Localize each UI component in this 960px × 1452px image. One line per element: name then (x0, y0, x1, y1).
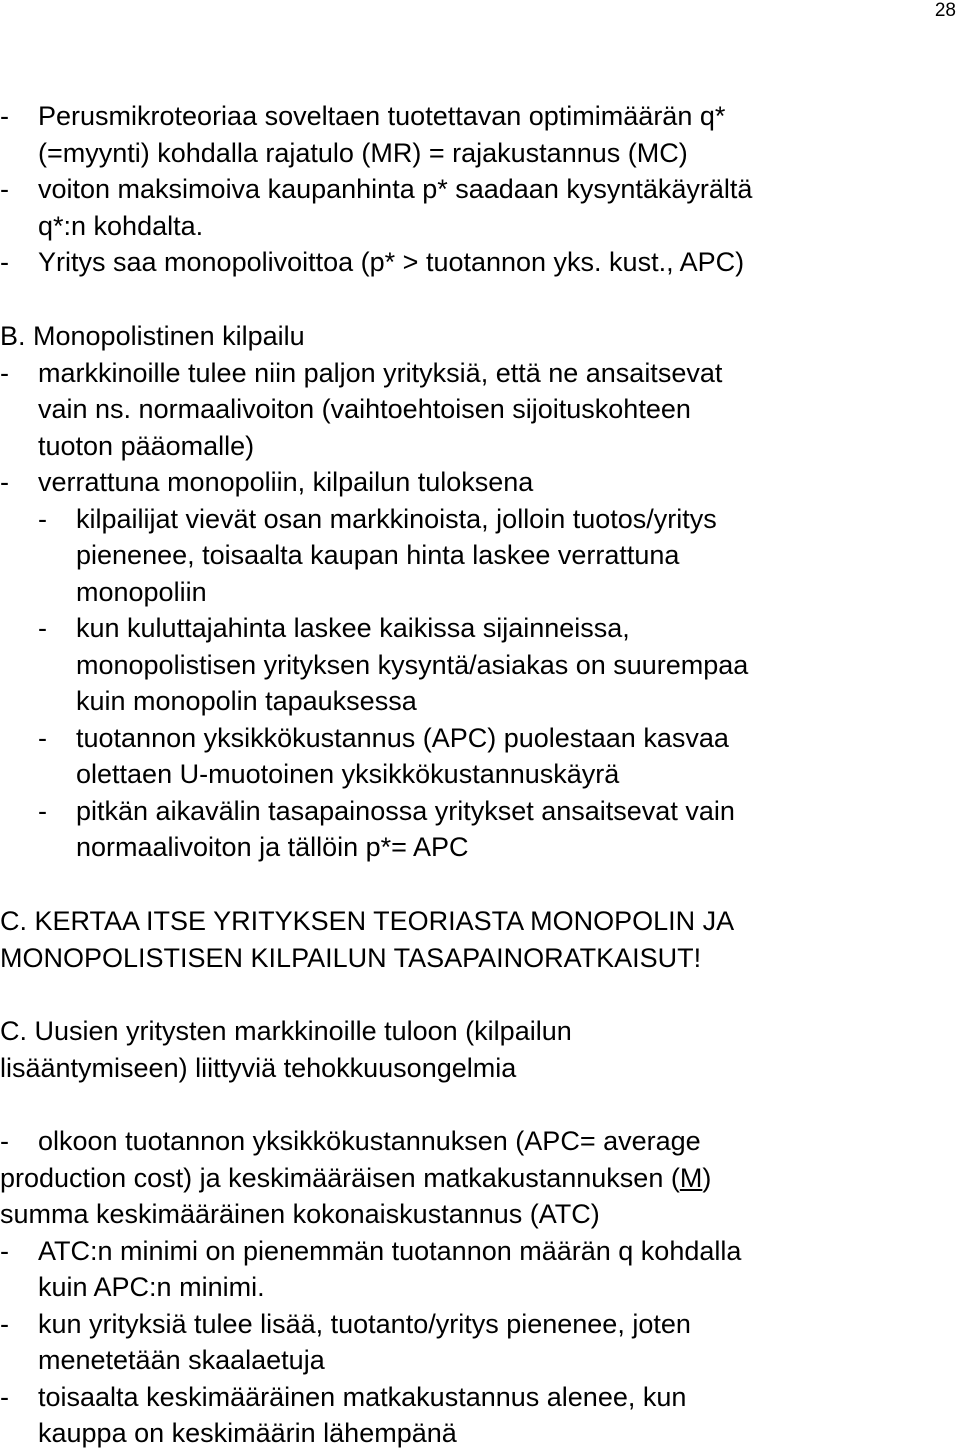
section-b-item-2-line-1: - verrattuna monopoliin, kilpailun tuloksena (0, 464, 748, 501)
bullet-dash: - (0, 1381, 9, 1412)
subitem-2-line-3: kuin monopolin tapauksessa (76, 686, 417, 716)
section-c-heading-line-2: lisääntymiseen) liittyviä tehokkuusongelmia (0, 1052, 517, 1083)
section-b-item-1-line-3: tuoton pääomalle) (38, 430, 255, 461)
section-b (0, 318, 748, 866)
bullet-dash: - (0, 1126, 9, 1156)
section-b-heading: B. Monopolistinen kilpailu (0, 321, 305, 351)
bullet-dash: - (0, 357, 9, 388)
intro-item-1-line-2: (=myynti) kohdalla rajatulo (MR) = rajakustannus (MC) (38, 137, 688, 168)
bullet-dash: - (0, 1235, 9, 1266)
subitem-1-line-1: - kilpailijat vievät osan markkinoista, jolloin tuotos/yritys (0, 501, 748, 538)
subitem-3-line-1: - tuotannon yksikkökustannus (APC) puolestaan kasvaa (0, 720, 748, 757)
section-c-review-line-1: C. KERTAA ITSE YRITYKSEN TEORIASTA MONOPOLIN JA (0, 906, 735, 936)
subitem-1-line-3: monopoliin (76, 576, 207, 607)
section-c-review-line-2: MONOPOLISTISEN KILPAILUN TASAPAINORATKAISUT! (0, 942, 702, 973)
subitem-2-line-2: monopolistisen yrityksen kysyntä/asiakas on suurempaa (76, 649, 749, 680)
section-c-efficiency (0, 1013, 572, 1086)
subitem-4-line-1: - pitkän aikavälin tasapainossa yritykset ansaitsevat vain (0, 793, 748, 830)
bullet-dash: - (38, 722, 47, 753)
bottom-section (0, 1123, 741, 1452)
bullet-dash: - (38, 503, 47, 534)
bottom-item-3-line-2: kauppa on keskimäärin lähempänä (38, 1418, 457, 1448)
bullet-dash: - (38, 795, 47, 826)
bullet-dash: - (0, 174, 9, 204)
subitem-3-line-2: olettaen U-muotoinen yksikkökustannuskäyrä (76, 759, 620, 789)
page-number: 28 (934, 0, 956, 21)
underlined-m: M (679, 1162, 703, 1193)
bullet-dash: - (0, 247, 9, 277)
section-b-item-1-line-2: vain ns. normaalivoiton (vaihtoehtoisen sijoituskohteen (38, 394, 691, 424)
intro-item-2-line-1: - voiton maksimoiva kaupanhinta p* saadaan kysyntäkäyrältä (0, 171, 752, 208)
bottom-item-1-line-1: - ATC:n minimi on pienemmän tuotannon määrän q kohdalla (0, 1233, 741, 1270)
subitem-2-line-1: - kun kuluttajahinta laskee kaikissa sijainneissa, (0, 610, 748, 647)
atc-definition-line-1: - olkoon tuotannon yksikkökustannuksen (APC= average (0, 1123, 741, 1160)
subitem-4-line-2: normaalivoiton ja tällöin p*= APC (76, 832, 469, 862)
bottom-item-2-line-1: - kun yrityksiä tulee lisää, tuotanto/yritys pienenee, joten (0, 1306, 741, 1343)
bullet-dash: - (38, 613, 47, 643)
bullet-dash: - (0, 101, 9, 131)
bottom-item-3-line-1: - toisaalta keskimääräinen matkakustannus alenee, kun (0, 1379, 741, 1416)
intro-item-3-line-1: - Yritys saa monopolivoittoa (p* > tuotannon yks. kust., APC) (0, 244, 752, 281)
intro-item-1-line-1: - Perusmikroteoriaa soveltaen tuotettavan optimimäärän q* (0, 98, 752, 135)
intro-item-2-line-2: q*:n kohdalta. (38, 210, 204, 241)
subitem-1-line-2: pienenee, toisaalta kaupan hinta laskee verrattuna (76, 540, 680, 570)
bottom-item-1-line-2: kuin APC:n minimi. (38, 1272, 265, 1302)
atc-definition-line-3: summa keskimääräinen kokonaiskustannus (ATC) (0, 1199, 600, 1229)
section-c-heading-line-1: C. Uusien yritysten markkinoille tuloon (kilpailun (0, 1016, 572, 1046)
section-b-item-1-line-1: - markkinoille tulee niin paljon yrityksiä, että ne ansaitsevat (0, 355, 748, 392)
bottom-item-2-line-2: menetetään skaalaetuja (38, 1345, 325, 1375)
atc-definition-line-2: production cost) ja keskimääräisen matkakustannuksen (M) (0, 1162, 712, 1193)
bullet-dash: - (0, 1308, 9, 1339)
bullet-dash: - (0, 467, 9, 497)
intro-list (0, 98, 752, 281)
section-c-review (0, 903, 734, 976)
